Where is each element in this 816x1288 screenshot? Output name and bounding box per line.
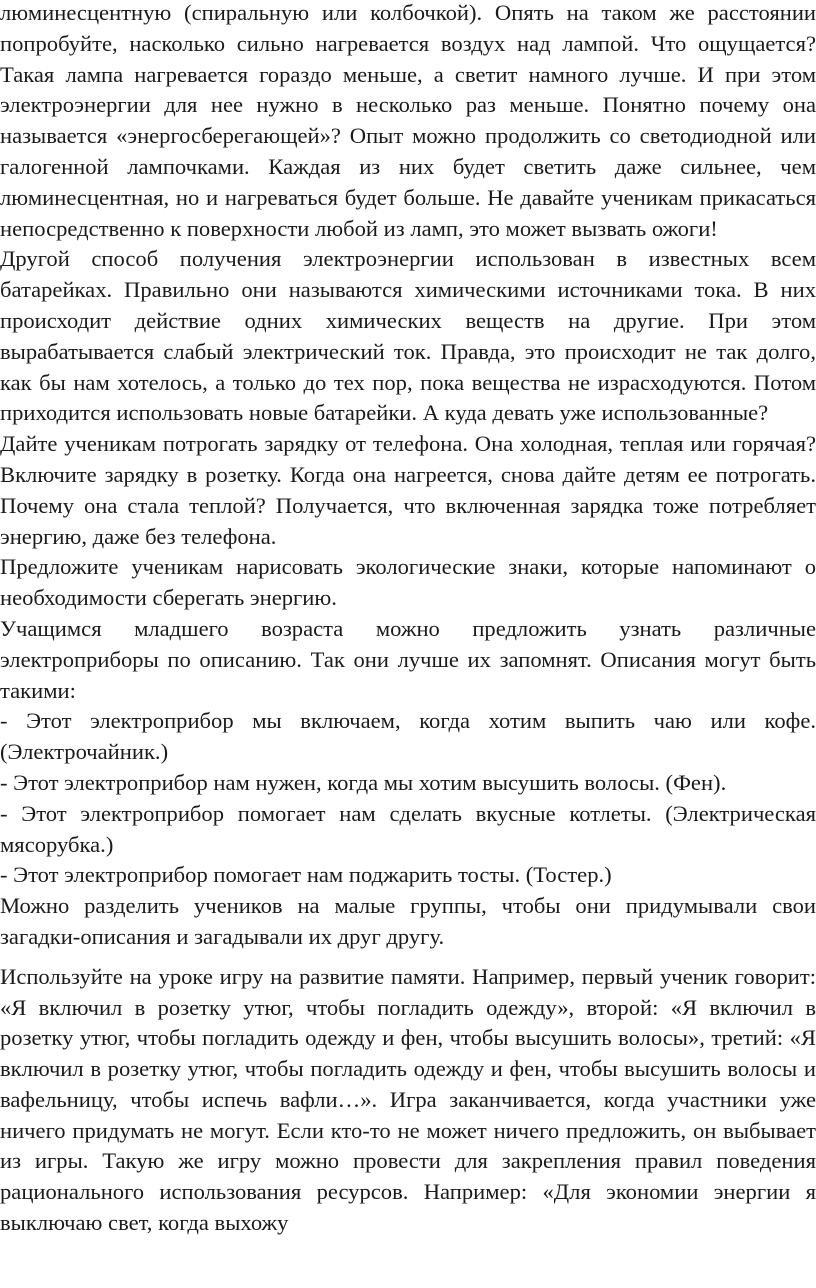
paragraph-memory-game: Используйте на уроке игру на развитие памяти. Например, первый ученик говорит: «Я включил в розетку утюг, чтобы погладить одежду», второй: «Я включил в розетку утюг, чтобы погладить одежду и фен, чтобы высушить волосы», третий: «Я включил в розетку утюг, чтобы погладить одежду и фен, чтобы высушить волосы и вафельницу, чтобы испечь вафли…». Игра заканчивается, когда участники уже ничего придумать не могут. Если кто-то не может ничего предложить, он выбывает из игры. Такую же игру можно провести для закрепления правил поведения рационального использования ресурсов. Например: «Для экономии энергии я выключаю свет, когда выхожу	[0, 963, 816, 1236]
paragraph-fluorescent-lamp: люминесцентную (спиральную или колбочкой). Опять на таком же расстоянии попробуйте, насколько сильно нагревается воздух над лампой. Что ощущается? Такая лампа нагревается гораздо меньше, а светит намного лучше. И при этом электроэнергии для нее нужно в несколько раз меньше. Понятно почему она называется «энергосберегающей»? Опыт можно продолжить со светодиодной или галогенной лампочками. Каждая из них будет светить даже сильнее, чем люминесцентная, но и нагреваться будет больше. Не давайте ученикам прикасаться непосредственно к поверхности любой из ламп, это может вызвать ожоги!	[0, 0, 816, 241]
paragraph-eco-signs: Предложите ученикам нарисовать экологические знаки, которые напоминают о необходимости сберегать энергию.	[0, 554, 816, 611]
list-item-toaster: - Этот электроприбор помогает нам поджарить тосты. (Тостер.)	[0, 862, 612, 888]
list-item-kettle: - Этот электроприбор мы включаем, когда хотим выпить чаю или кофе. (Электрочайник.)	[0, 708, 816, 765]
paragraph-appliance-descriptions: Учащимся младшего возраста можно предложить узнать различные электроприборы по описанию. Так они лучше их запомнят. Описания могут быть такими:	[0, 615, 816, 703]
list-item-hair-dryer: - Этот электроприбор нам нужен, когда мы хотим высушить волосы. (Фен).	[0, 769, 727, 795]
paragraph-small-groups: Можно разделить учеников на малые группы, чтобы они придумывали свои загадки-описания и загадывали их друг другу.	[0, 893, 816, 949]
list-item-meat-grinder: - Этот электроприбор помогает нам сделать вкусные котлеты. (Электрическая мясорубка.)	[0, 800, 816, 857]
paragraph-phone-charger: Дайте ученикам потрогать зарядку от телефона. Она холодная, теплая или горячая? Включите зарядку в розетку. Когда она нагреется, снова дайте детям ее потрогать. Почему она стала теплой? Получается, что включенная зарядка тоже потребляет энергию, даже без телефона.	[0, 431, 816, 549]
paragraph-batteries: Другой способ получения электроэнергии использован в известных всем батарейках. Правильно они называются химическими источниками тока. В них происходит действие одних химических веществ на другие. При этом вырабатывается слабый электрический ток. Правда, это происходит не так долго, как бы нам хотелось, а только до тех пор, пока вещества не израсходуются. Потом приходится использовать новые батарейки. А куда девать уже использованные?	[0, 246, 816, 426]
